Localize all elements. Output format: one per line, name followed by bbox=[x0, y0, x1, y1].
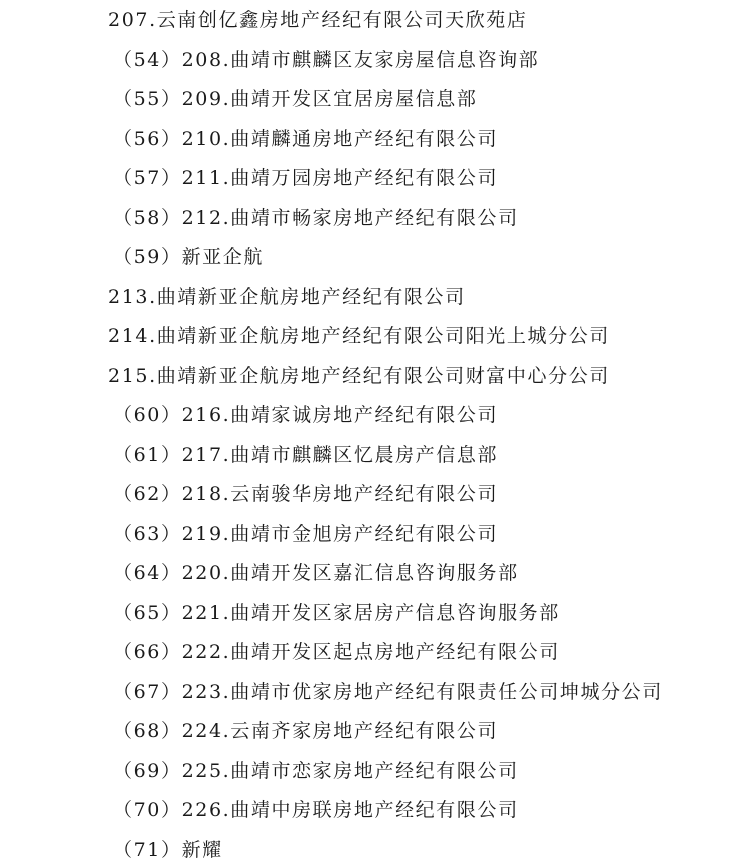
list-item: （68）224.云南齐家房地产经纪有限公司 bbox=[113, 720, 499, 742]
list-item: （70）226.曲靖中房联房地产经纪有限公司 bbox=[113, 799, 519, 821]
list-item: （54）208.曲靖市麒麟区友家房屋信息咨询部 bbox=[113, 49, 540, 71]
list-item: （55）209.曲靖开发区宜居房屋信息部 bbox=[113, 88, 478, 110]
list-item: （64）220.曲靖开发区嘉汇信息咨询服务部 bbox=[113, 562, 519, 584]
list-item: （63）219.曲靖市金旭房产经纪有限公司 bbox=[113, 523, 499, 545]
list-item: （69）225.曲靖市恋家房地产经纪有限公司 bbox=[113, 760, 519, 782]
list-item: （66）222.曲靖开发区起点房地产经纪有限公司 bbox=[113, 641, 560, 663]
list-item: （71）新耀 bbox=[113, 839, 223, 861]
list-item: （60）216.曲靖家诚房地产经纪有限公司 bbox=[113, 404, 499, 426]
list-item: （67）223.曲靖市优家房地产经纪有限责任公司坤城分公司 bbox=[113, 681, 663, 703]
list-item: （57）211.曲靖万园房地产经纪有限公司 bbox=[113, 167, 499, 189]
list-item: 213.曲靖新亚企航房地产经纪有限公司 bbox=[108, 286, 466, 308]
list-item: 215.曲靖新亚企航房地产经纪有限公司财富中心分公司 bbox=[108, 365, 610, 387]
list-item: （59）新亚企航 bbox=[113, 246, 264, 268]
list-item: （56）210.曲靖麟通房地产经纪有限公司 bbox=[113, 128, 499, 150]
list-item: 214.曲靖新亚企航房地产经纪有限公司阳光上城分公司 bbox=[108, 325, 610, 347]
list-item: 207.云南创亿鑫房地产经纪有限公司天欣苑店 bbox=[108, 9, 528, 31]
list-item: （58）212.曲靖市畅家房地产经纪有限公司 bbox=[113, 207, 519, 229]
list-item: （62）218.云南骏华房地产经纪有限公司 bbox=[113, 483, 499, 505]
list-item: （61）217.曲靖市麒麟区忆晨房产信息部 bbox=[113, 444, 499, 466]
list-item: （65）221.曲靖开发区家居房产信息咨询服务部 bbox=[113, 602, 560, 624]
